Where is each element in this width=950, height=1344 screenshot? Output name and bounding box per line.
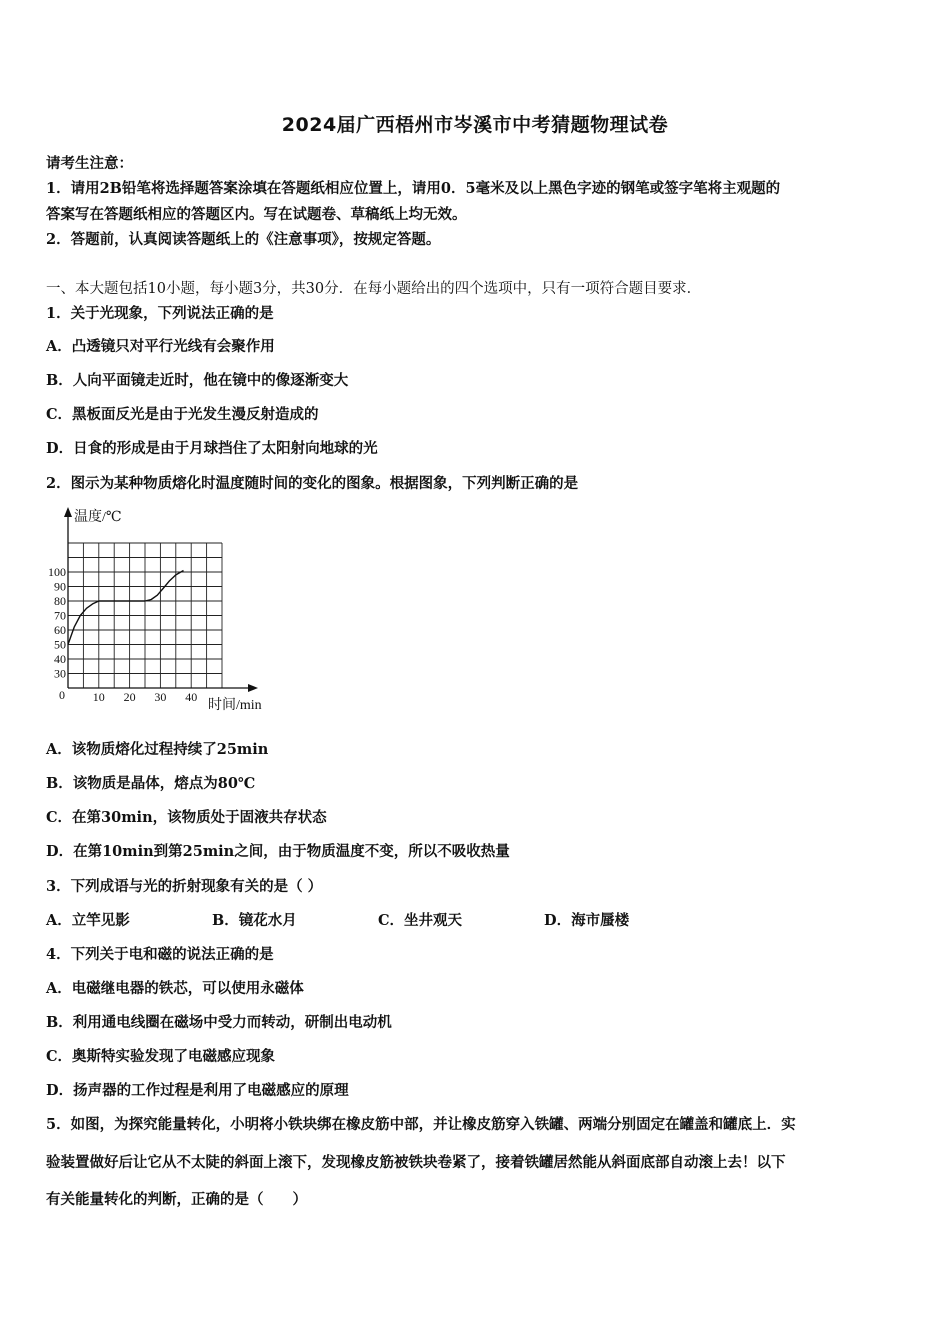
notice-line-1b: 答案写在答题纸相应的答题区内。写在试题卷、草稿纸上均无效。	[46, 206, 467, 223]
y-tick-label: 40	[54, 652, 66, 666]
y-tick-label: 100	[48, 565, 66, 579]
q2-option-d: D．在第10min到第25min之间，由于物质温度不变，所以不吸收热量	[46, 843, 510, 860]
x-axis-arrow-icon	[248, 684, 258, 692]
q3-option-c: C．坐井观天	[378, 912, 463, 929]
notice-line-1a: 1．请用2B铅笔将选择题答案涂填在答题纸相应位置上，请用0．5毫米及以上黑色字迹的钢笔或签字笔将主观题的	[46, 180, 781, 197]
q4-option-d: D．扬声器的工作过程是利用了电磁感应的原理	[46, 1082, 349, 1099]
chart-axes	[64, 507, 258, 692]
y-tick-label: 70	[54, 608, 66, 623]
x-axis-label: 时间/min	[208, 698, 262, 713]
q4-option-c: C．奥斯特实验发现了电磁感应现象	[46, 1048, 276, 1065]
q4-stem: 4．下列关于电和磁的说法正确的是	[46, 946, 274, 963]
x-tick-label: 30	[154, 690, 167, 704]
q2-stem: 2．图示为某种物质熔化时温度随时间的变化的图象。根据图象，下列判断正确的是	[46, 475, 579, 492]
notice-heading: 请考生注意：	[46, 155, 133, 172]
y-tick-label: 90	[54, 579, 66, 594]
chart-series	[68, 571, 184, 645]
x-tick-label: 40	[185, 690, 198, 704]
q3-option-a: A．立竿见影	[46, 912, 130, 929]
q1-stem: 1．关于光现象，下列说法正确的是	[46, 305, 274, 322]
chart-grid	[68, 543, 222, 688]
q3-option-d: D．海市蜃楼	[544, 912, 630, 929]
q3-options	[46, 909, 629, 930]
q1-option-c: C．黑板面反光是由于光发生漫反射造成的	[46, 406, 319, 423]
q1-option-b: B．人向平面镜走近时，他在镜中的像逐渐变大	[46, 372, 349, 389]
y-tick-label: 80	[54, 594, 66, 608]
q3-stem: 3．下列成语与光的折射现象有关的是（ ）	[46, 878, 323, 895]
q2-option-c: C．在第30min，该物质处于固液共存状态	[46, 809, 327, 826]
x-tick-label: 20	[123, 690, 136, 704]
section-heading: 一、本大题包括10小题，每小题3分，共30分．在每小题给出的四个选项中，只有一项符合题目要求．	[46, 281, 702, 297]
q3-option-b: B．镜花水月	[212, 912, 297, 929]
y-tick-label: 30	[54, 666, 66, 681]
q5-line-3: 有关能量转化的判断，正确的是（ ）	[46, 1191, 307, 1208]
y-axis-arrow-icon	[64, 507, 72, 517]
chart-tick-labels	[48, 565, 197, 704]
temperature-curve	[68, 571, 184, 645]
q4-option-b: B．利用通电线圈在磁场中受力而转动，研制出电动机	[46, 1014, 392, 1031]
melting-curve-chart	[40, 503, 290, 718]
q5-line-1: 5．如图，为探究能量转化，小明将小铁块绑在橡皮筋中部，并让橡皮筋穿入铁罐、两端分别固定在罐盖和罐底上．实	[46, 1116, 796, 1133]
origin-label: 0	[59, 688, 65, 702]
x-tick-label: 10	[92, 690, 105, 704]
y-tick-label: 50	[54, 637, 66, 652]
q1-option-d: D．日食的形成是由于月球挡住了太阳射向地球的光	[46, 440, 378, 457]
y-axis-label: 温度/℃	[74, 510, 122, 525]
q2-option-a: A．该物质熔化过程持续了25min	[46, 741, 269, 758]
q1-option-a: A．凸透镜只对平行光线有会聚作用	[46, 338, 275, 355]
page-title: 2024届广西梧州市岑溪市中考猜题物理试卷	[281, 114, 669, 136]
q4-option-a: A．电磁继电器的铁芯，可以使用永磁体	[46, 980, 304, 997]
q5-line-2: 验装置做好后让它从不太陡的斜面上滚下，发现橡皮筋被铁块卷紧了，接着铁罐居然能从斜面底部自动滚上去！以下	[46, 1154, 786, 1171]
notice-line-2: 2．答题前，认真阅读答题纸上的《注意事项》，按规定答题。	[46, 231, 441, 248]
y-tick-label: 60	[54, 623, 66, 637]
q2-option-b: B．该物质是晶体，熔点为80℃	[46, 775, 256, 792]
